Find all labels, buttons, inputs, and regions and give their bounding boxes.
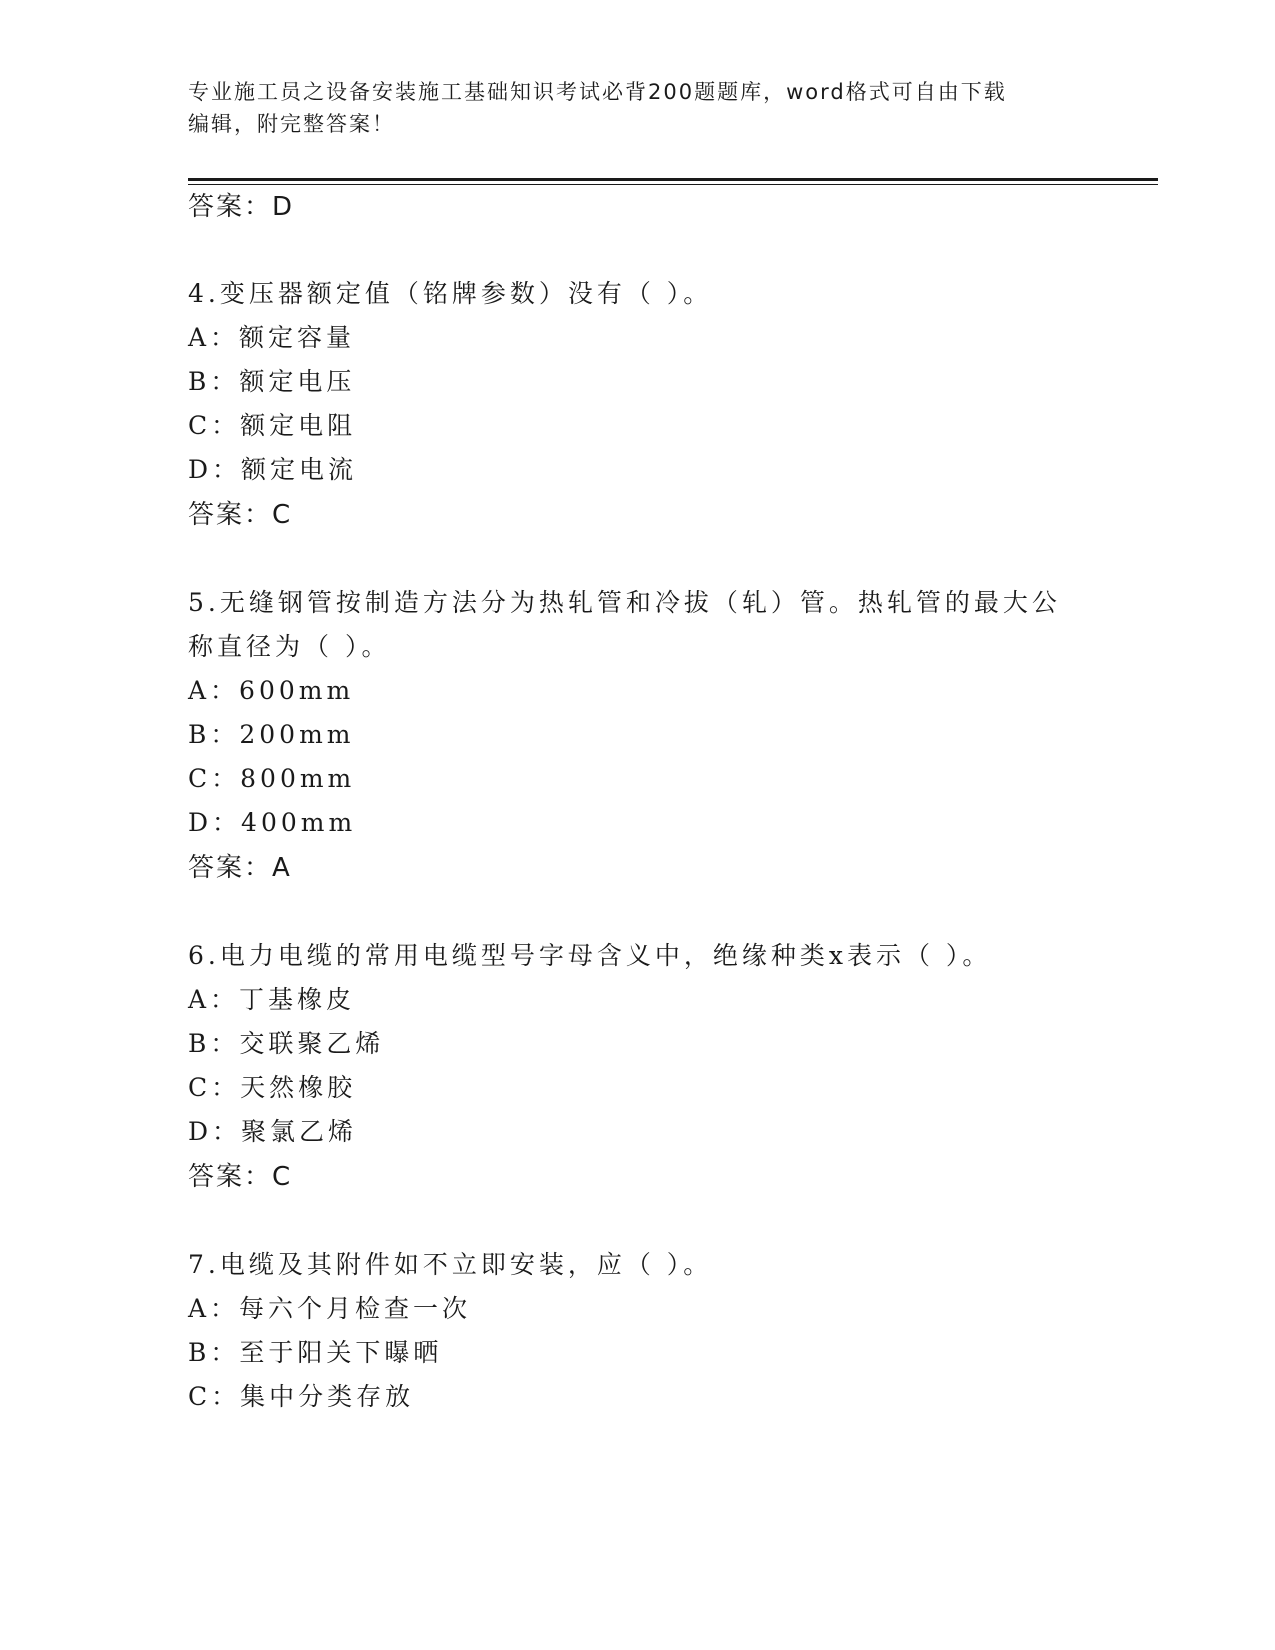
question-6-stem: 6.电力电缆的常用电缆型号字母含义中，绝缘种类x表示（ ）。	[188, 941, 992, 970]
question-5-option-c: C：800mm	[188, 764, 356, 793]
question-4-option-a: A：额定容量	[188, 323, 356, 352]
header-title-line2: 编辑，附完整答案！	[188, 112, 395, 136]
question-4-answer: 答案：C	[188, 500, 293, 530]
question-5-answer: 答案：A	[188, 853, 292, 883]
question-7-option-c: C：集中分类存放	[188, 1382, 415, 1411]
question-7-option-a: A：每六个月检查一次	[188, 1294, 472, 1323]
document-header	[188, 76, 1088, 140]
question-4-stem: 4.变压器额定值（铭牌参数）没有（ ）。	[188, 279, 713, 308]
question-6-option-d: D：聚氯乙烯	[188, 1117, 358, 1146]
header-divider-thin	[188, 184, 1158, 185]
question-5-option-a: A：600mm	[188, 676, 355, 705]
question-4-option-d: D：额定电流	[188, 455, 358, 484]
question-5-stem-line1: 5.无缝钢管按制造方法分为热轧管和冷拔（轧）管。热轧管的最大公	[188, 588, 1061, 617]
question-6-option-b: B：交联聚乙烯	[188, 1029, 385, 1058]
question-5-option-b: B：200mm	[188, 720, 355, 749]
question-6-option-c: C：天然橡胶	[188, 1073, 357, 1102]
question-6-option-a: A：丁基橡皮	[188, 985, 356, 1014]
question-4-option-b: B：额定电压	[188, 367, 356, 396]
header-title-line1: 专业施工员之设备安装施工基础知识考试必背200题题库，word格式可自由下载	[188, 80, 1007, 104]
question-6-answer: 答案：C	[188, 1162, 293, 1192]
question-5-option-d: D：400mm	[188, 808, 357, 837]
question-7-option-b: B：至于阳关下曝晒	[188, 1338, 443, 1367]
question-5-stem-line2: 称直径为（ ）。	[188, 632, 391, 661]
question-4-option-c: C：额定电阻	[188, 411, 357, 440]
header-divider-thick	[188, 178, 1158, 181]
previous-question-answer: 答案：D	[188, 192, 295, 222]
question-7-stem: 7.电缆及其附件如不立即安装，应（ ）。	[188, 1250, 713, 1279]
